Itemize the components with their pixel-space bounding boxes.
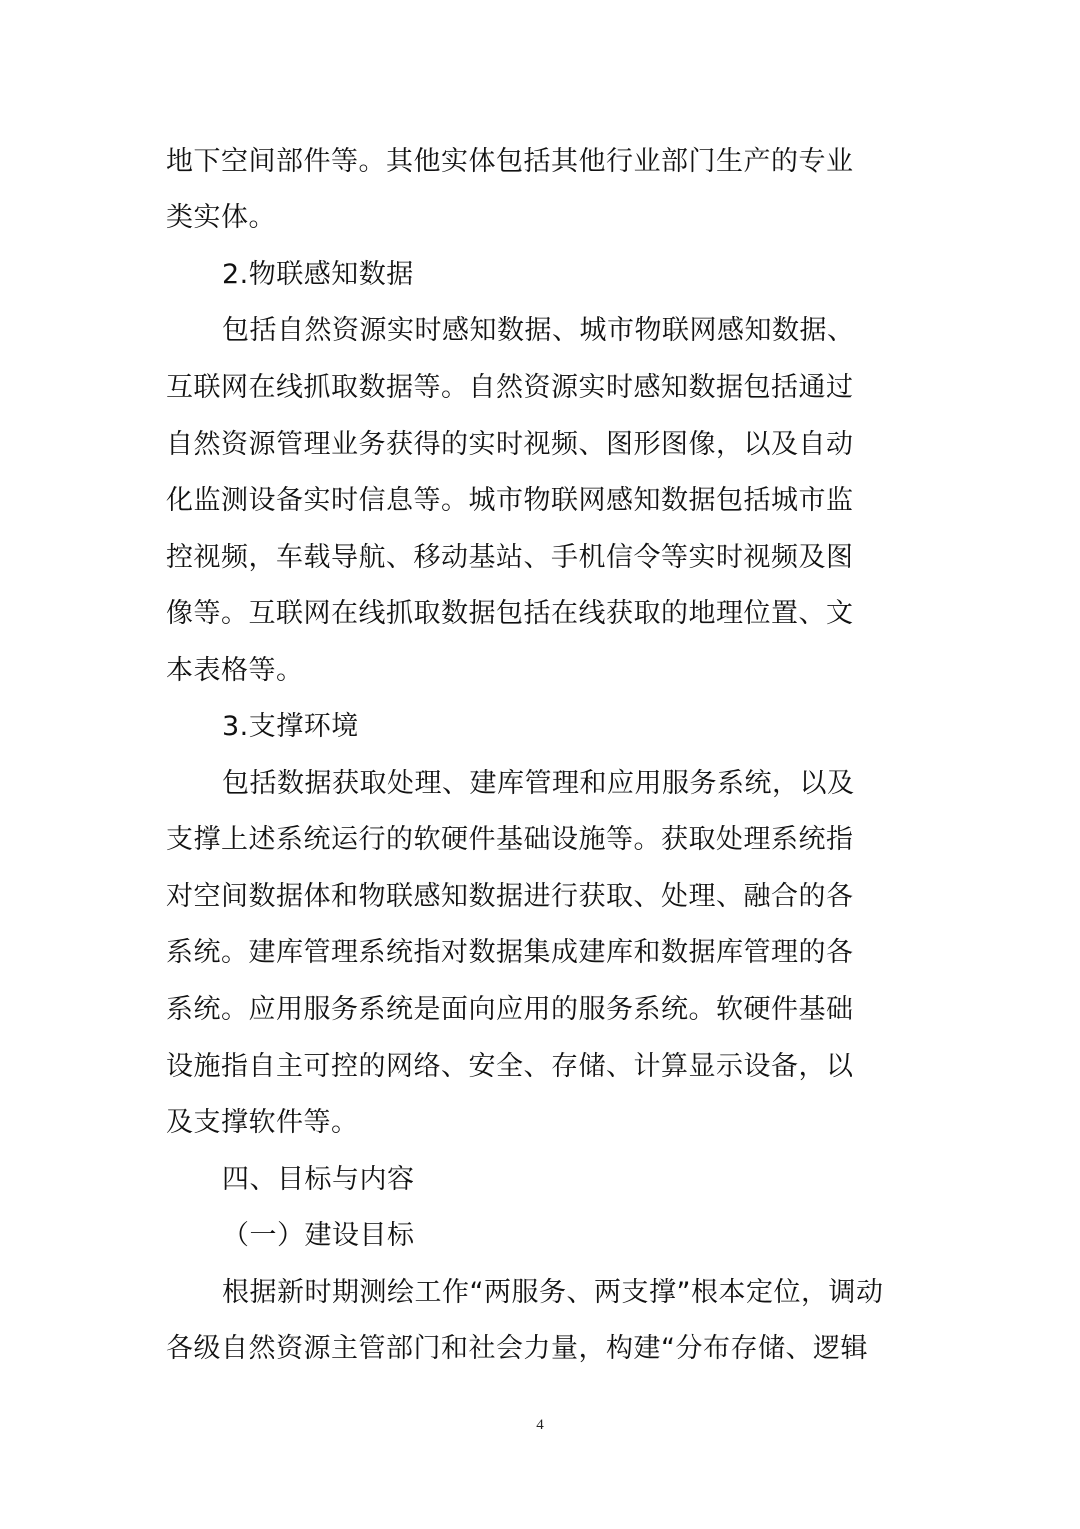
- paragraph-first-line: 包括自然资源实时感知数据、城市物联网感知数据、: [222, 315, 855, 346]
- body-text-line: 像等。互联网在线抓取数据包括在线获取的地理位置、文: [166, 598, 854, 629]
- section-heading: 3.支撑环境: [222, 711, 359, 742]
- subsection-heading: （一）建设目标: [222, 1220, 415, 1251]
- body-text-line: 对空间数据体和物联感知数据进行获取、处理、融合的各: [166, 881, 854, 912]
- body-text-line: 控视频，车载导航、移动基站、手机信令等实时视频及图: [166, 542, 854, 573]
- body-text-line: 设施指自主可控的网络、安全、存储、计算显示设备，以: [166, 1051, 854, 1082]
- body-text-line: 系统。建库管理系统指对数据集成建库和数据库管理的各: [166, 937, 854, 968]
- body-text-line: 系统。应用服务系统是面向应用的服务系统。软硬件基础: [166, 994, 854, 1025]
- body-text-line: 类实体。: [166, 202, 276, 233]
- page-number: 4: [536, 1417, 544, 1433]
- paragraph-first-line: 包括数据获取处理、建库管理和应用服务系统，以及: [222, 768, 855, 799]
- body-text-line: 本表格等。: [166, 655, 304, 686]
- body-text-line: 支撑上述系统运行的软硬件基础设施等。获取处理系统指: [166, 824, 854, 855]
- body-text-line: 各级自然资源主管部门和社会力量，构建“分布存储、逻辑: [166, 1333, 868, 1364]
- body-text-line: 地下空间部件等。其他实体包括其他行业部门生产的专业: [166, 146, 854, 177]
- body-text-line: 自然资源管理业务获得的实时视频、图形图像，以及自动: [166, 429, 854, 460]
- body-text-line: 化监测设备实时信息等。城市物联网感知数据包括城市监: [166, 485, 854, 516]
- chapter-heading: 四、目标与内容: [222, 1164, 415, 1195]
- body-text-line: 互联网在线抓取数据等。自然资源实时感知数据包括通过: [166, 372, 854, 403]
- paragraph-first-line: 根据新时期测绘工作“两服务、两支撑”根本定位，调动: [222, 1277, 884, 1308]
- body-text-line: 及支撑软件等。: [166, 1107, 359, 1138]
- section-heading: 2.物联感知数据: [222, 259, 414, 290]
